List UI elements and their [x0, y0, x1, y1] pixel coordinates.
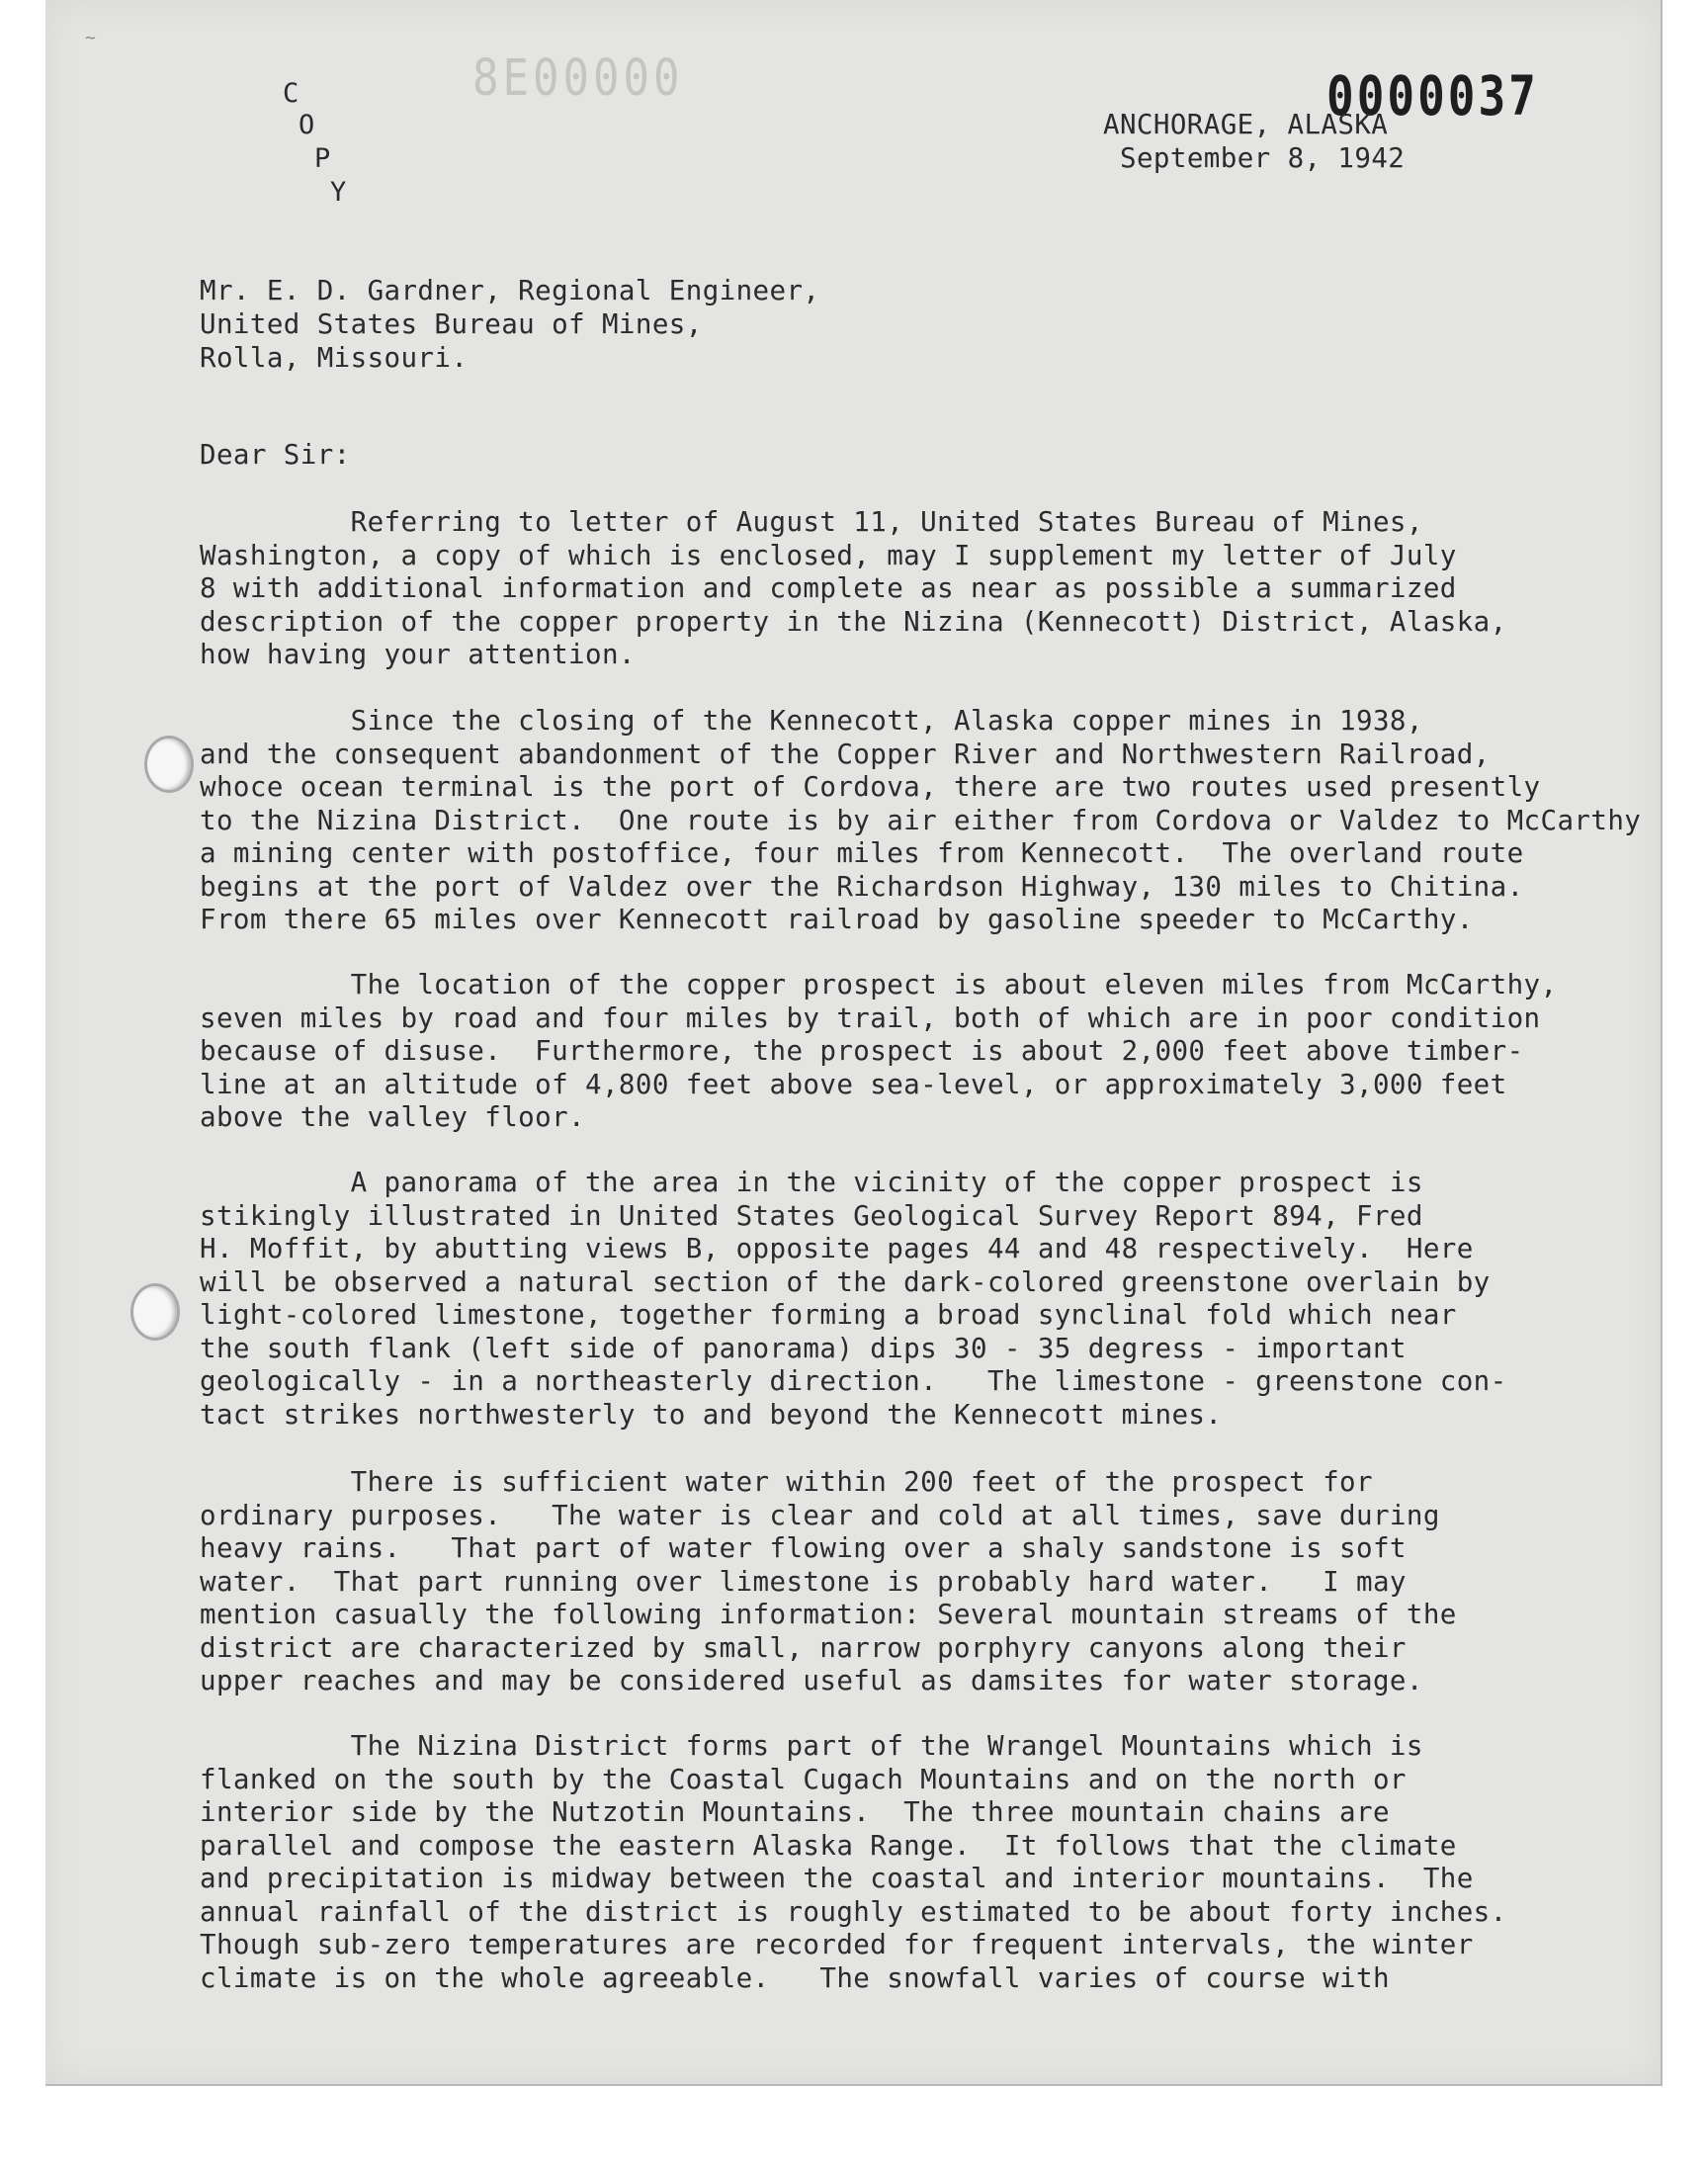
- paragraph-line: annual rainfall of the district is roughly estimated to be about forty inches.: [200, 1895, 1507, 1928]
- paragraph-line: tact strikes northwesterly to and beyond the Kennecott mines.: [200, 1398, 1223, 1431]
- address-line-3: Rolla, Missouri.: [200, 342, 469, 374]
- paragraph-line: mention casually the following information: Several mountain streams of the: [200, 1599, 1457, 1630]
- paragraph-line: parallel and compose the eastern Alaska Range. It follows that the climate: [200, 1829, 1457, 1862]
- paragraph-2: [200, 705, 1641, 937]
- paragraph-line: flanked on the south by the Coastal Cugach Mountains and on the north or: [200, 1763, 1407, 1795]
- paragraph-line: and the consequent abandonment of the Copper River and Northwestern Railroad,: [200, 738, 1491, 770]
- paragraph-line: and precipitation is midway between the coastal and interior mountains. The: [200, 1863, 1474, 1894]
- copy-letter-y: Y: [330, 177, 347, 208]
- paragraph-line: The Nizina District forms part of the Wrangel Mountains which is: [200, 1730, 1423, 1762]
- paragraph-line: Referring to letter of August 11, United States Bureau of Mines,: [200, 506, 1423, 538]
- document-number-stamp: 0000037: [1326, 63, 1539, 129]
- paragraph-line: geologically - in a northeasterly direction. The limestone - greenstone con-: [200, 1365, 1507, 1397]
- paragraph-line: From there 65 miles over Kennecott railroad by gasoline speeder to McCarthy.: [200, 904, 1474, 935]
- paragraph-line: ordinary purposes. The water is clear and cold at all times, save during: [200, 1499, 1440, 1531]
- letter-page: [45, 0, 1663, 2086]
- paragraph-line: district are characterized by small, narrow porphyry canyons along their: [200, 1631, 1407, 1664]
- paragraph-line: heavy rains. That part of water flowing over a shaly sandstone is soft: [200, 1532, 1407, 1564]
- paragraph-line: description of the copper property in the Nizina (Kennecott) District, Alaska,: [200, 605, 1507, 638]
- address-line-1: Mr. E. D. Gardner, Regional Engineer,: [200, 275, 820, 306]
- paragraph-line: how having your attention.: [200, 639, 636, 670]
- paragraph-line: 8 with additional information and complete as near as possible a summarized: [200, 572, 1457, 604]
- paragraph-line: stikingly illustrated in United States Geological Survey Report 894, Fred: [200, 1199, 1423, 1232]
- paragraph-5: [200, 1466, 1457, 1698]
- punch-hole-lower: [130, 1283, 180, 1341]
- header-date: September 8, 1942: [1120, 142, 1406, 174]
- paragraph-1: [200, 506, 1507, 672]
- ghost-document-number: 8E00000: [472, 49, 684, 108]
- paragraph-line: the south flank (left side of panorama) dips 30 - 35 degress - important: [200, 1332, 1407, 1364]
- paragraph-line: A panorama of the area in the vicinity of the copper prospect is: [200, 1167, 1423, 1198]
- paragraph-line: to the Nizina District. One route is by air either from Cordova or Valdez to McCarthy: [200, 804, 1642, 836]
- paragraph-line: begins at the port of Valdez over the Richardson Highway, 130 miles to Chitina.: [200, 870, 1524, 903]
- salutation: Dear Sir:: [200, 439, 351, 471]
- paragraph-3: [200, 969, 1557, 1135]
- paragraph-line: water. That part running over limestone is probably hard water. I may: [200, 1565, 1407, 1598]
- paragraph-line: interior side by the Nutzotin Mountains. The three mountain chains are: [200, 1796, 1390, 1828]
- copy-letter-p: P: [314, 143, 331, 174]
- paragraph-line: climate is on the whole agreeable. The snowfall varies of course with: [200, 1961, 1390, 1994]
- paragraph-4: [200, 1167, 1507, 1432]
- paragraph-line: light-colored limestone, together forming a broad synclinal fold which near: [200, 1299, 1457, 1331]
- paragraph-line: above the valley floor.: [200, 1101, 585, 1133]
- copy-letter-o: O: [299, 110, 315, 140]
- paragraph-line: The location of the copper prospect is about eleven miles from McCarthy,: [200, 969, 1558, 1000]
- paragraph-line: will be observed a natural section of the dark-colored greenstone overlain by: [200, 1265, 1491, 1298]
- paragraph-line: H. Moffit, by abutting views B, opposite pages 44 and 48 respectively. Here: [200, 1233, 1474, 1264]
- paragraph-line: a mining center with postoffice, four miles from Kennecott. The overland route: [200, 837, 1524, 869]
- paragraph-line: There is sufficient water within 200 feet of the prospect for: [200, 1466, 1373, 1498]
- paragraph-line: upper reaches and may be considered useful as damsites for water storage.: [200, 1665, 1423, 1696]
- paragraph-line: line at an altitude of 4,800 feet above sea-level, or approximately 3,000 feet: [200, 1068, 1507, 1100]
- paragraph-line: seven miles by road and four miles by trail, both of which are in poor condition: [200, 1001, 1541, 1034]
- paragraph-line: whoce ocean terminal is the port of Cordova, there are two routes used presently: [200, 771, 1541, 803]
- address-line-2: United States Bureau of Mines,: [200, 308, 703, 340]
- punch-hole-upper: [144, 736, 194, 793]
- scan-speck: ~: [85, 28, 96, 48]
- paragraph-6: [200, 1730, 1507, 1995]
- copy-letter-c: C: [283, 78, 299, 109]
- paragraph-line: Washington, a copy of which is enclosed, may I supplement my letter of July: [200, 539, 1457, 571]
- header-place: ANCHORAGE, ALASKA: [1103, 109, 1389, 140]
- paragraph-line: because of disuse. Furthermore, the prospect is about 2,000 feet above timber-: [200, 1035, 1524, 1067]
- paragraph-line: Though sub-zero temperatures are recorded for frequent intervals, the winter: [200, 1929, 1474, 1960]
- paragraph-line: Since the closing of the Kennecott, Alaska copper mines in 1938,: [200, 705, 1423, 737]
